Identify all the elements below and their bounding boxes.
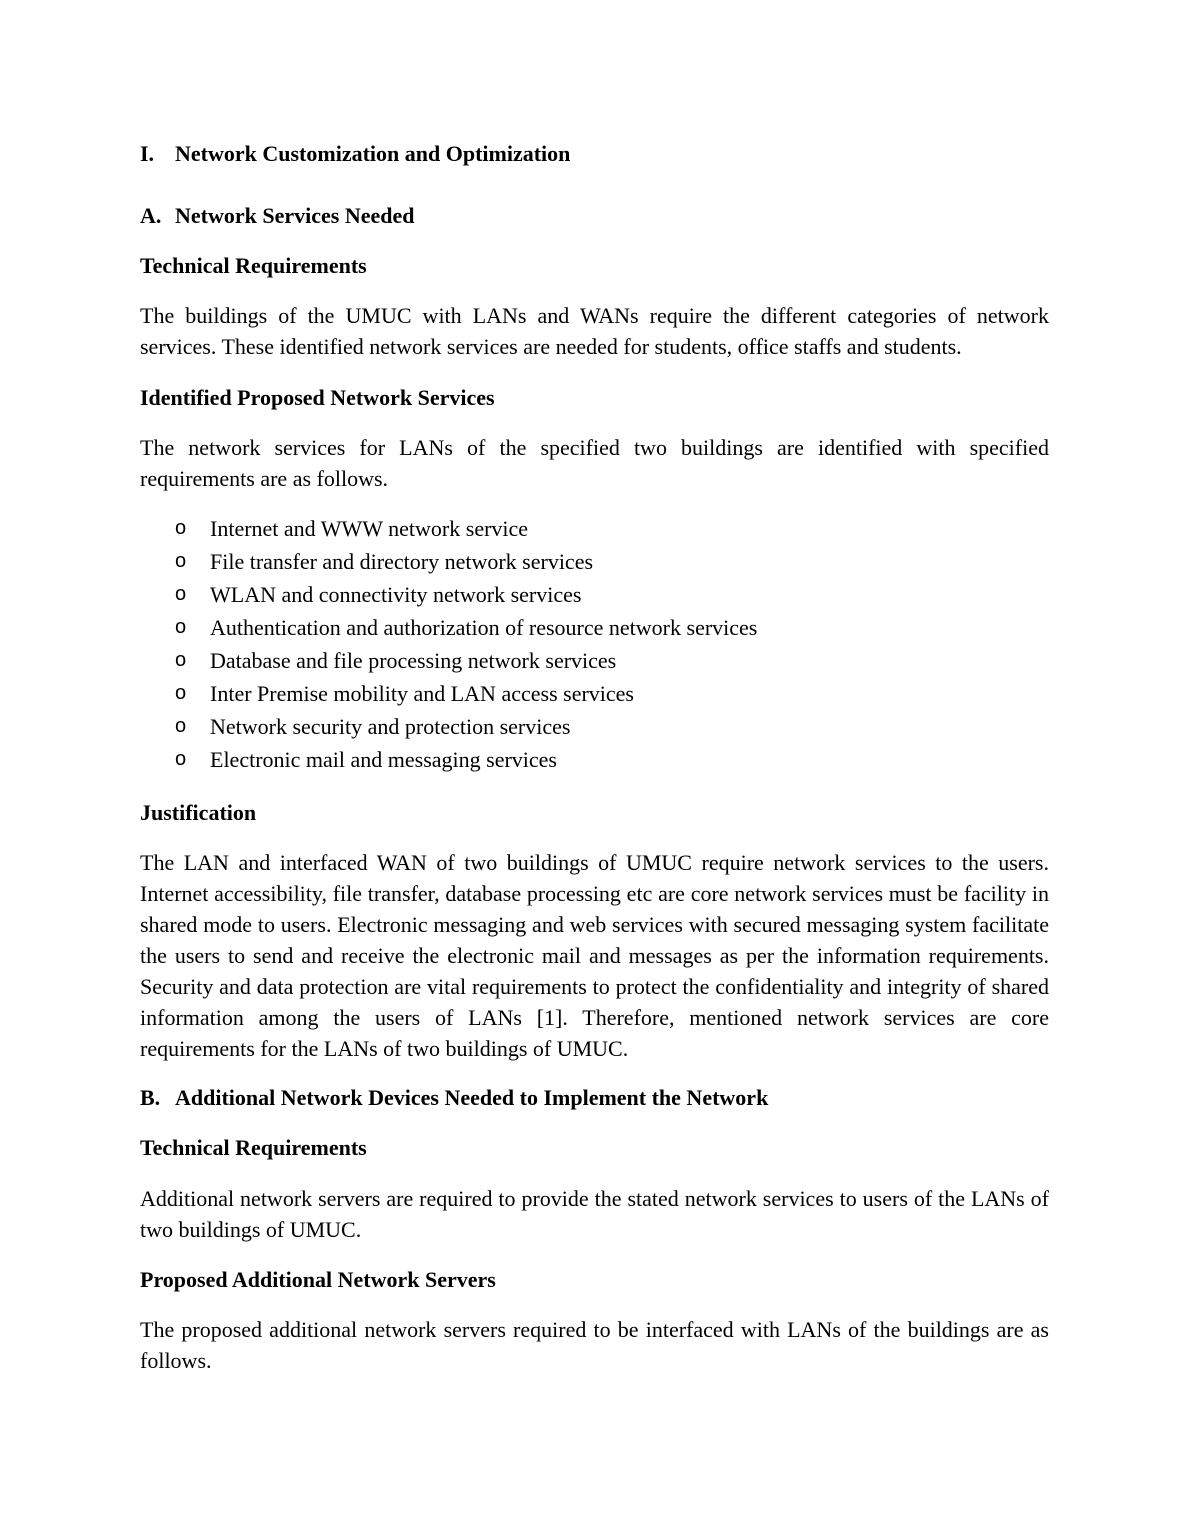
section-b-number: B. bbox=[140, 1085, 161, 1110]
list-item bbox=[140, 743, 1049, 776]
circle-bullet-icon: o bbox=[175, 748, 187, 770]
section-a-number: A. bbox=[140, 203, 162, 228]
section-b-title: Additional Network Devices Needed to Implement the Network bbox=[175, 1085, 769, 1110]
list-item-text: File transfer and directory network services bbox=[210, 549, 594, 574]
list-item-text: Database and file processing network services bbox=[210, 648, 617, 673]
proposed-servers-heading: Proposed Additional Network Servers bbox=[140, 1267, 496, 1292]
section-b-heading bbox=[140, 1082, 1049, 1113]
list-item bbox=[140, 710, 1049, 743]
services-list bbox=[140, 512, 1049, 776]
circle-bullet-icon: o bbox=[175, 583, 187, 605]
list-item bbox=[140, 545, 1049, 578]
list-item bbox=[140, 578, 1049, 611]
identified-services-heading: Identified Proposed Network Services bbox=[140, 385, 495, 410]
section-i-title: Network Customization and Optimization bbox=[175, 141, 571, 166]
list-item-text: Authentication and authorization of resource network services bbox=[210, 615, 758, 640]
justification-text: The LAN and interfaced WAN of two buildings of UMUC require network services to the users. Internet accessibility, file transfer, database processing etc are core network services must be facility in shared mode to users. Electronic messaging and web services with secured messaging system facilitate the users to send and receive the electronic mail and messages as per the information requirements. Security and data protection are vital requirements to protect the confidentiality and integrity of shared information among the users of LANs [1]. Therefore, mentioned network services are core requirements for the LANs of two buildings of UMUC. bbox=[140, 850, 1049, 1061]
list-item-text: Internet and WWW network service bbox=[210, 516, 529, 541]
section-a-technical-requirements-text: The buildings of the UMUC with LANs and WANs require the different categories of network services. These identified network services are needed for students, office staffs and students. bbox=[140, 303, 1049, 359]
list-item-text: WLAN and connectivity network services bbox=[210, 582, 582, 607]
list-item-text: Electronic mail and messaging services bbox=[210, 747, 557, 772]
list-item bbox=[140, 644, 1049, 677]
identified-services-intro: The network services for LANs of the specified two buildings are identified with specified requirements are as follows. bbox=[140, 435, 1049, 491]
section-b-technical-requirements-text: Additional network servers are required to provide the stated network services to users of the LANs of two buildings of UMUC. bbox=[140, 1186, 1049, 1242]
proposed-servers-text: The proposed additional network servers required to be interfaced with LANs of the buildings are as follows. bbox=[140, 1317, 1049, 1373]
circle-bullet-icon: o bbox=[175, 616, 187, 638]
section-i-heading bbox=[140, 138, 1049, 169]
list-item-text: Inter Premise mobility and LAN access services bbox=[210, 681, 634, 706]
circle-bullet-icon: o bbox=[175, 682, 187, 704]
list-item-text: Network security and protection services bbox=[210, 714, 571, 739]
circle-bullet-icon: o bbox=[175, 649, 187, 671]
list-item bbox=[140, 512, 1049, 545]
circle-bullet-icon: o bbox=[175, 517, 187, 539]
section-a-heading bbox=[140, 200, 1049, 231]
justification-heading: Justification bbox=[140, 800, 257, 825]
list-item bbox=[140, 677, 1049, 710]
circle-bullet-icon: o bbox=[175, 715, 187, 737]
section-i-number: I. bbox=[140, 141, 155, 166]
section-a-title: Network Services Needed bbox=[175, 203, 415, 228]
section-a-technical-requirements-heading: Technical Requirements bbox=[140, 253, 367, 278]
list-item bbox=[140, 611, 1049, 644]
circle-bullet-icon: o bbox=[175, 550, 187, 572]
section-b-technical-requirements-heading: Technical Requirements bbox=[140, 1135, 367, 1160]
